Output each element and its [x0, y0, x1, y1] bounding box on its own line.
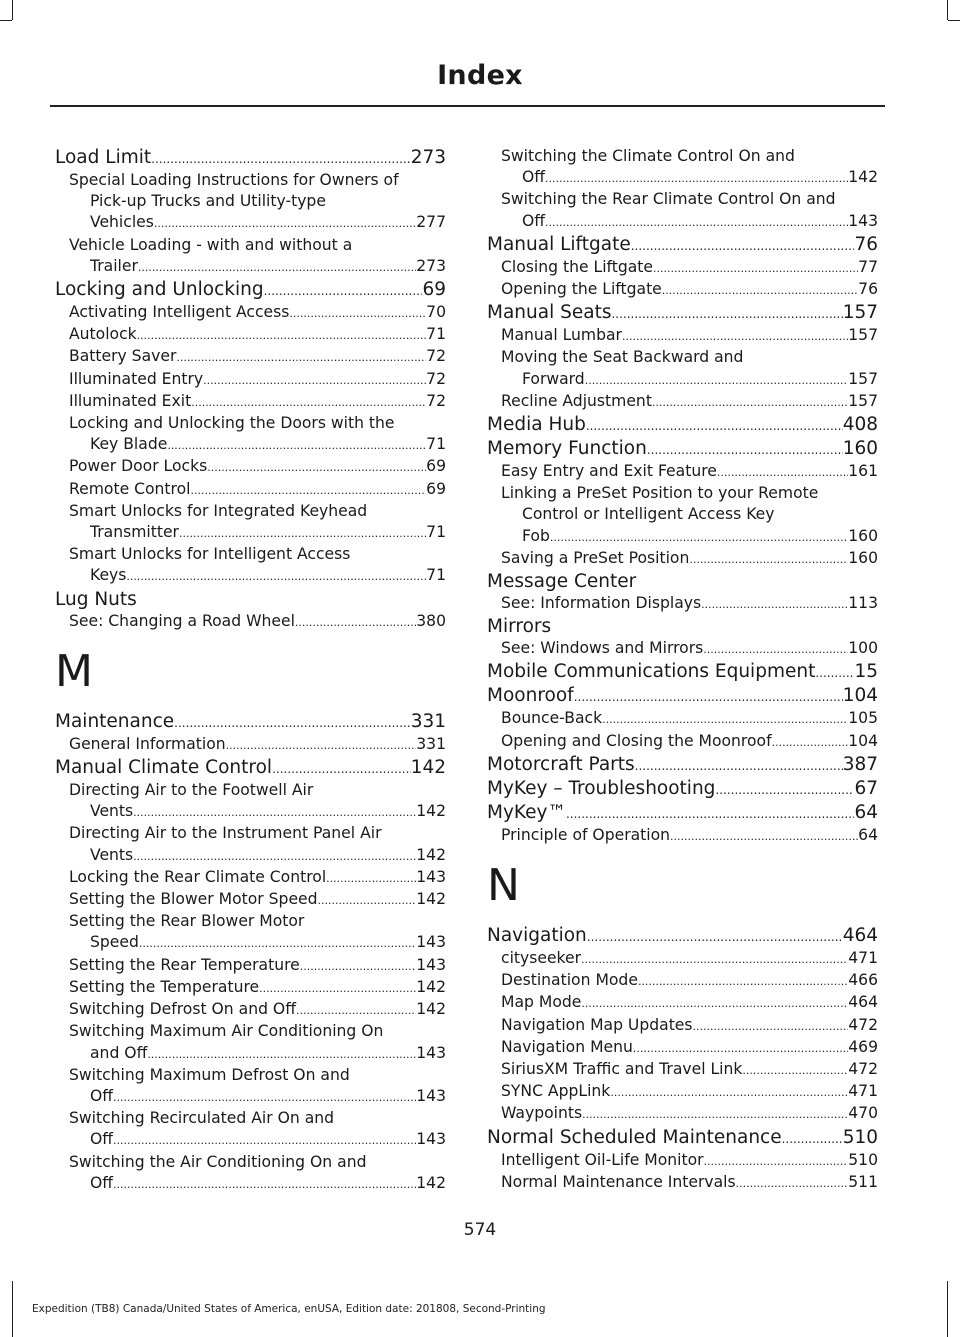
dot-leader	[693, 1016, 849, 1037]
entry-page: 71	[426, 523, 446, 542]
entry-page: 157	[848, 391, 878, 410]
entry-page: 157	[848, 369, 878, 388]
footer-edition-text: Expedition (TB8) Canada/United States of America, enUSA, Edition date: 201808, Second-Printing	[32, 1303, 546, 1315]
entry-text: Illuminated Exit	[69, 391, 192, 410]
entry-page: 142	[416, 890, 446, 909]
dot-leader	[736, 1173, 849, 1194]
index-subentry	[487, 461, 878, 483]
entry-page: 160	[848, 548, 878, 567]
index-subentry	[487, 825, 878, 847]
entry-page: 160	[842, 438, 878, 460]
entry-page: 69	[422, 279, 446, 301]
header-rule	[50, 105, 885, 107]
dot-leader	[272, 758, 411, 780]
entry-page: 464	[848, 993, 878, 1012]
entry-page: 67	[854, 777, 878, 799]
crop-mark	[948, 20, 960, 21]
entry-page: 143	[416, 1130, 446, 1149]
index-subentry	[55, 522, 446, 544]
dot-leader	[652, 392, 848, 413]
entry-page: 142	[416, 1173, 446, 1192]
dot-leader	[782, 1128, 843, 1150]
entry-text: Opening and Closing the Moonroof	[501, 731, 772, 750]
entry-text: Battery Saver	[69, 347, 177, 366]
entry-page: 157	[848, 326, 878, 345]
dot-leader	[581, 949, 848, 970]
entry-text: Maintenance	[55, 710, 175, 732]
entry-text: Bounce-Back	[501, 709, 603, 728]
index-subentry	[487, 1103, 878, 1125]
entry-text: Manual Liftgate	[487, 233, 631, 255]
dot-leader	[582, 1104, 848, 1125]
index-subentry-line: Vehicle Loading - with and without a	[69, 235, 353, 254]
entry-page: 157	[842, 302, 878, 324]
dot-leader	[574, 686, 843, 708]
entry-text: Memory Function	[487, 438, 647, 460]
entry-page: 142	[416, 977, 446, 996]
entry-page: 160	[848, 526, 878, 545]
index-column-right	[487, 146, 878, 1194]
dot-leader	[633, 1038, 848, 1059]
entry-text: Vehicles	[90, 213, 154, 232]
index-subentry-line: Smart Unlocks for Integrated Keyhead	[69, 501, 368, 520]
dot-leader	[154, 213, 416, 234]
index-entry	[487, 685, 878, 708]
index-subentry	[55, 889, 446, 911]
entry-text: Setting the Temperature	[69, 977, 260, 996]
dot-leader	[586, 415, 843, 437]
entry-text: Normal Maintenance Intervals	[501, 1172, 736, 1191]
entry-page: 471	[848, 1082, 878, 1101]
dot-leader	[113, 1174, 416, 1195]
dot-leader	[151, 148, 411, 170]
dot-leader	[174, 712, 411, 734]
dot-leader	[295, 612, 416, 633]
index-subentry-line: Smart Unlocks for Intelligent Access	[69, 545, 351, 564]
entry-text: Moonroof	[487, 685, 574, 707]
dot-leader	[585, 370, 849, 391]
entry-text: General Information	[69, 734, 226, 753]
index-subentry	[55, 302, 446, 324]
entry-text: Vents	[90, 845, 134, 864]
dot-leader	[167, 435, 426, 456]
index-heading: Message Center	[487, 571, 637, 593]
index-subentry-line: Directing Air to the Instrument Panel Air	[69, 824, 382, 843]
entry-page: 472	[848, 1015, 878, 1034]
entry-page: 331	[416, 734, 446, 753]
dot-leader	[147, 1044, 416, 1065]
entry-text: SiriusXM Traffic and Travel Link	[501, 1060, 743, 1079]
section-letter: N	[487, 860, 520, 912]
entry-text: Saving a PreSet Position	[501, 548, 690, 567]
entry-page: 104	[848, 731, 878, 750]
dot-leader	[326, 868, 416, 889]
entry-text: Intelligent Oil-Life Monitor	[501, 1150, 704, 1169]
dot-leader	[296, 1000, 416, 1021]
entry-text: See: Changing a Road Wheel	[69, 611, 295, 630]
page-title: Index	[437, 60, 523, 91]
index-subentry	[487, 992, 878, 1014]
index-subentry	[55, 434, 446, 456]
dot-leader	[179, 523, 426, 544]
entry-page: 76	[858, 280, 878, 299]
entry-page: 464	[842, 925, 878, 947]
index-subentry	[55, 734, 446, 756]
entry-text: Easy Entry and Exit Feature	[501, 462, 717, 481]
index-subentry-line: Locking and Unlocking the Doors with the	[69, 414, 395, 433]
index-entry	[55, 147, 446, 170]
entry-page: 273	[410, 147, 446, 168]
index-subentry	[55, 999, 446, 1021]
dot-leader	[133, 802, 416, 823]
section-letter: M	[55, 645, 93, 697]
index-subentry	[55, 212, 446, 234]
index-subentry	[55, 932, 446, 954]
dot-leader	[300, 956, 416, 977]
index-subentry	[487, 1015, 878, 1037]
entry-page: 142	[410, 757, 446, 779]
dot-leader	[670, 826, 858, 847]
index-subentry	[487, 1037, 878, 1059]
entry-text: Illuminated Entry	[69, 369, 204, 388]
entry-page: 104	[842, 685, 878, 707]
index-subentry	[487, 167, 878, 189]
entry-page: 105	[848, 709, 878, 728]
dot-leader	[264, 280, 423, 302]
entry-text: Map Mode	[501, 993, 582, 1012]
index-subentry	[55, 369, 446, 391]
dot-leader	[226, 735, 417, 756]
index-subentry-line: Pick-up Trucks and Utility-type	[90, 192, 326, 211]
entry-text: Waypoints	[501, 1104, 583, 1123]
dot-leader	[207, 457, 426, 478]
entry-page: 408	[842, 414, 878, 436]
index-subentry-line: Switching Recirculated Air On and	[69, 1109, 335, 1128]
dot-leader	[647, 439, 843, 461]
entry-text: MyKey – Troubleshooting	[487, 777, 716, 799]
entry-page: 142	[848, 168, 878, 187]
entry-text: MyKey™	[487, 801, 566, 823]
dot-leader	[133, 846, 416, 867]
entry-text: Keys	[90, 566, 127, 585]
entry-page: 113	[848, 594, 878, 613]
entry-page: 143	[848, 211, 878, 230]
dot-leader	[587, 926, 843, 948]
entry-page: 273	[416, 256, 446, 275]
entry-text: Normal Scheduled Maintenance	[487, 1126, 782, 1148]
index-subentry-line: Directing Air to the Footwell Air	[69, 781, 314, 800]
dot-leader	[138, 257, 416, 278]
index-subentry	[487, 1081, 878, 1103]
entry-text: and Off	[90, 1043, 148, 1062]
index-subentry	[487, 731, 878, 753]
index-subentry	[487, 391, 878, 413]
entry-text: Manual Lumbar	[501, 326, 622, 345]
entry-page: 277	[416, 213, 446, 232]
dot-leader	[703, 639, 848, 660]
index-subentry-line: Special Loading Instructions for Owners of	[69, 171, 399, 189]
dot-leader	[191, 392, 426, 413]
index-subentry	[487, 257, 878, 279]
index-subentry	[55, 1086, 446, 1108]
crop-mark	[12, 0, 13, 20]
dot-leader	[610, 1082, 848, 1103]
entry-page: 71	[426, 435, 446, 454]
index-subentry	[55, 611, 446, 633]
entry-text: Autolock	[69, 325, 137, 344]
index-subentry	[487, 593, 878, 615]
dot-leader	[717, 462, 848, 483]
entry-page: 142	[416, 802, 446, 821]
dot-leader	[137, 325, 426, 346]
index-entry	[487, 414, 878, 437]
entry-page: 470	[848, 1104, 878, 1123]
entry-text: Media Hub	[487, 414, 586, 436]
entry-text: Navigation	[487, 925, 587, 947]
entry-page: 72	[426, 347, 446, 366]
index-subentry	[487, 708, 878, 730]
entry-text: Navigation Map Updates	[501, 1015, 693, 1034]
index-entry	[487, 802, 878, 825]
entry-page: 143	[416, 1086, 446, 1105]
entry-text: Recline Adjustment	[501, 391, 652, 410]
dot-leader	[662, 280, 858, 301]
index-subentry	[55, 1129, 446, 1151]
index-subentry-line: Switching Maximum Air Conditioning On	[69, 1022, 384, 1041]
entry-text: Principle of Operation	[501, 825, 671, 844]
dot-leader	[203, 370, 426, 391]
entry-page: 142	[416, 1000, 446, 1019]
index-subentry	[55, 977, 446, 999]
index-subentry	[487, 526, 878, 548]
dot-leader	[126, 566, 426, 587]
entry-page: 76	[854, 233, 878, 255]
index-subentry	[55, 845, 446, 867]
dot-leader	[318, 890, 417, 911]
crop-mark	[947, 0, 948, 20]
dot-leader	[689, 549, 848, 570]
index-heading: Lug Nuts	[55, 588, 137, 610]
entry-text: Off	[90, 1173, 114, 1192]
entry-page: 71	[426, 325, 446, 344]
index-subentry	[55, 256, 446, 278]
entry-text: Off	[90, 1130, 114, 1149]
dot-leader	[545, 168, 848, 189]
entry-text: See: Windows and Mirrors	[501, 639, 704, 658]
index-subentry	[55, 391, 446, 413]
entry-page: 69	[426, 457, 446, 476]
dot-leader	[631, 235, 855, 257]
index-subentry-line: Control or Intelligent Access Key	[522, 505, 775, 524]
index-subentry	[55, 1043, 446, 1065]
entry-text: Opening the Liftgate	[501, 280, 662, 299]
index-subentry	[487, 638, 878, 660]
dot-leader	[704, 1151, 849, 1172]
dot-leader	[638, 971, 848, 992]
entry-text: Manual Seats	[487, 302, 612, 324]
dot-leader	[139, 933, 416, 954]
crop-mark	[947, 1281, 948, 1337]
entry-page: 510	[848, 1150, 878, 1169]
index-entry	[487, 438, 878, 461]
entry-text: Power Door Locks	[69, 457, 208, 476]
entry-text: Closing the Liftgate	[501, 257, 654, 276]
index-subentry	[55, 565, 446, 587]
entry-text: Setting the Blower Motor Speed	[69, 890, 318, 909]
entry-text: Vents	[90, 802, 134, 821]
dot-leader	[815, 662, 854, 684]
index-subentry-line: Switching Maximum Defrost On and	[69, 1065, 350, 1084]
index-entry	[487, 302, 878, 325]
entry-text: Off	[90, 1086, 114, 1105]
dot-leader	[550, 527, 848, 548]
entry-page: 142	[416, 845, 446, 864]
entry-page: 100	[848, 639, 878, 658]
entry-text: See: Information Displays	[501, 594, 702, 613]
entry-page: 69	[426, 479, 446, 498]
index-entry	[487, 661, 878, 684]
index-subentry	[55, 346, 446, 368]
index-subentry	[55, 1173, 446, 1195]
entry-page: 64	[854, 801, 878, 823]
entry-page: 469	[848, 1037, 878, 1056]
entry-page: 64	[858, 825, 878, 844]
dot-leader	[602, 709, 848, 730]
entry-text: Destination Mode	[501, 971, 638, 990]
index-subentry	[55, 324, 446, 346]
entry-page: 143	[416, 955, 446, 974]
dot-leader	[635, 755, 843, 777]
entry-page: 331	[410, 710, 446, 732]
entry-text: Load Limit	[55, 147, 152, 168]
entry-page: 466	[848, 971, 878, 990]
index-subentry	[487, 548, 878, 570]
index-entry	[55, 711, 446, 734]
index-subentry-line: Setting the Rear Blower Motor	[69, 912, 305, 931]
entry-page: 72	[426, 369, 446, 388]
index-subentry	[487, 1150, 878, 1172]
index-subentry-line: Linking a PreSet Position to your Remote	[501, 484, 819, 503]
entry-text: Off	[522, 168, 546, 187]
dot-leader	[566, 803, 855, 825]
index-entry	[487, 925, 878, 948]
index-subentry	[487, 1172, 878, 1194]
entry-page: 161	[848, 462, 878, 481]
index-column-left	[55, 146, 446, 1195]
index-entry	[55, 757, 446, 780]
entry-text: Setting the Rear Temperature	[69, 955, 300, 974]
entry-text: Remote Control	[69, 479, 191, 498]
entry-text: Locking the Rear Climate Control	[69, 867, 327, 886]
entry-text: Locking and Unlocking	[55, 279, 264, 301]
dot-leader	[611, 303, 842, 325]
entry-text: Speed	[90, 933, 139, 952]
entry-page: 72	[426, 391, 446, 410]
index-heading: Mirrors	[487, 616, 552, 638]
index-entry	[487, 778, 878, 801]
index-subentry	[487, 948, 878, 970]
entry-page: 471	[848, 949, 878, 968]
dot-leader	[581, 993, 848, 1014]
entry-text: Mobile Communications Equipment	[487, 661, 816, 683]
entry-text: Manual Climate Control	[55, 757, 273, 779]
index-entry	[55, 279, 446, 302]
dot-leader	[259, 978, 416, 999]
dot-leader	[772, 732, 849, 753]
index-subentry	[55, 801, 446, 823]
entry-text: Transmitter	[90, 523, 179, 542]
index-subentry	[487, 970, 878, 992]
entry-text: Activating Intelligent Access	[69, 303, 290, 322]
index-subentry-line: Switching the Rear Climate Control On and	[501, 190, 836, 209]
entry-page: 510	[842, 1126, 878, 1148]
dot-leader	[545, 212, 848, 233]
dot-leader	[653, 258, 858, 279]
index-subentry	[55, 955, 446, 977]
dot-leader	[191, 480, 427, 501]
entry-page: 387	[842, 753, 878, 775]
index-subentry	[487, 325, 878, 347]
entry-text: Navigation Menu	[501, 1037, 633, 1056]
entry-page: 511	[848, 1172, 878, 1191]
crop-mark	[0, 20, 12, 21]
index-entry	[487, 1127, 878, 1150]
index-subentry	[487, 211, 878, 233]
entry-text: Fob	[522, 526, 550, 545]
entry-page: 15	[854, 661, 878, 683]
entry-page: 472	[848, 1060, 878, 1079]
entry-page: 380	[416, 611, 446, 630]
dot-leader	[742, 1060, 848, 1081]
entry-text: Forward	[522, 369, 585, 388]
entry-text: Key Blade	[90, 435, 168, 454]
entry-text: Off	[522, 211, 546, 230]
entry-text: Trailer	[90, 256, 138, 275]
dot-leader	[701, 594, 848, 615]
entry-page: 143	[416, 867, 446, 886]
index-subentry	[487, 369, 878, 391]
entry-page: 71	[426, 566, 446, 585]
entry-page: 143	[416, 1043, 446, 1062]
entry-page: 77	[858, 257, 878, 276]
entry-page: 70	[426, 303, 446, 322]
entry-text: Switching Defrost On and Off	[69, 1000, 296, 1019]
dot-leader	[715, 779, 854, 801]
index-entry	[487, 754, 878, 777]
crop-mark	[12, 1281, 13, 1337]
index-subentry	[55, 456, 446, 478]
dot-leader	[176, 347, 426, 368]
page-number: 574	[463, 1220, 497, 1240]
index-subentry	[55, 479, 446, 501]
index-entry	[487, 234, 878, 257]
dot-leader	[289, 303, 426, 324]
index-subentry	[55, 867, 446, 889]
entry-text: SYNC AppLink	[501, 1082, 611, 1101]
dot-leader	[622, 326, 848, 347]
index-subentry	[487, 279, 878, 301]
index-subentry-line: Switching the Air Conditioning On and	[69, 1152, 367, 1171]
index-subentry-line: Moving the Seat Backward and	[501, 348, 744, 367]
entry-text: Motorcraft Parts	[487, 753, 635, 775]
index-subentry	[487, 1059, 878, 1081]
index-subentry-line: Switching the Climate Control On and	[501, 147, 795, 165]
dot-leader	[113, 1130, 416, 1151]
entry-text: cityseeker	[501, 949, 582, 968]
dot-leader	[113, 1087, 416, 1108]
entry-page: 143	[416, 933, 446, 952]
